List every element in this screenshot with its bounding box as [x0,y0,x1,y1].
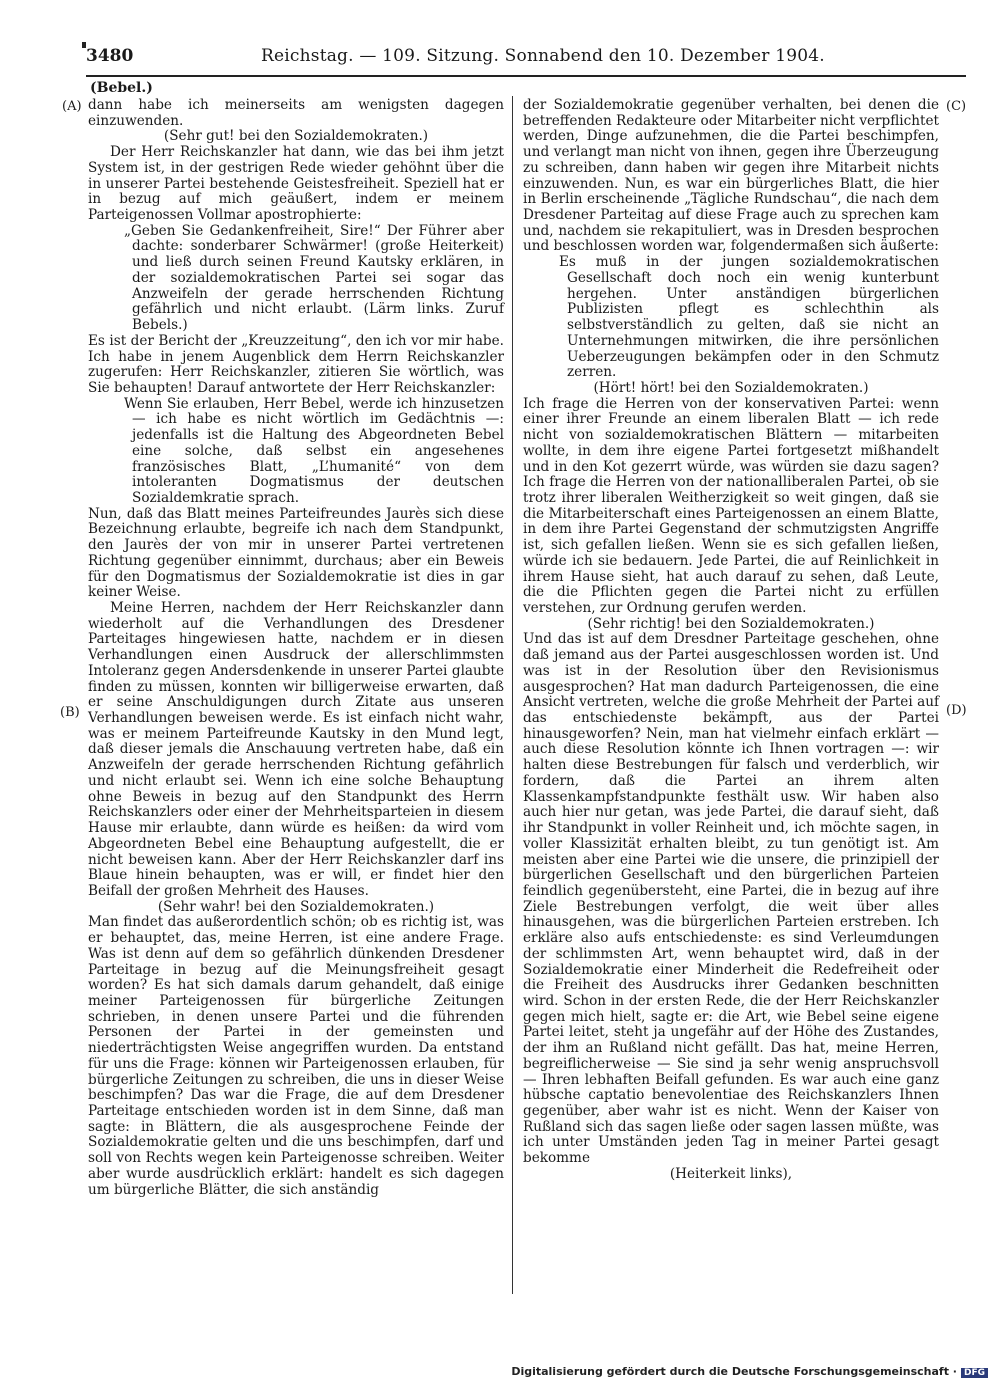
paragraph: (Sehr wahr! bei den Sozialdemokraten.) [157,898,435,915]
footer-credit [511,1365,988,1378]
margin-marker-d: (D) [946,703,967,718]
dfg-logo: DFG [961,1368,988,1378]
right-column [523,98,939,1183]
paragraph: (Heiterkeit links), [669,1165,793,1182]
paragraph: dann habe ich meinerseits am wenigsten dagegen einzuwenden. [88,97,504,129]
paragraph: Nun, daß das Blatt meines Parteifreundes Jaurès sich diese Bezeichnung erlaubte, begreife ich nach dem Standpunkt, den Jaurès der von mir in unserer Partei vertretenen Richtung gegenüber einnimmt, durchaus; aber ein Beweis für den Dogmatismus der Sozialdemokratie ist dies in gar keiner Weise. [88,505,504,601]
paragraph: Man findet das außerordentlich schön; ob es richtig ist, was er behauptet, das, meine Herren, ist eine andere Frage. Was ist denn auf dem so gefährlich dünkenden Dresdener Parteitage in bezug auf die Meinungsfreiheit gesagt worden? Es hat sich damals darum gehandelt, daß einige meiner Parteigenossen für bürgerliche Zeitungen schrieben, in denen unsere Partei und die führenden Personen der Partei in der gemeinsten und niederträchtigsten Weise angegriffen wurden. Da entstand für uns die Frage: können wir Parteigenossen erlauben, für bürgerliche Zeitungen zu schreiben, die uns in dieser Weise beschimpfen? Das war die Frage, die auf dem Dresdener Parteitage entschieden worden ist in dem Sinne, daß man sagte: in Blättern, die als ausgesprochene Feinde der Sozialdemokratie gelten und die uns beschimpfen, darf und soll von Rechts wegen kein Parteigenosse schreiben. Weiter aber wurde ausdrücklich erklärt: handelt es sich dagegen um bürgerliche Blätter, die sich anständig [88,914,504,1198]
paragraph: (Sehr richtig! bei den Sozialdemokraten.) [587,615,875,632]
paragraph: Und das ist auf dem Dresdner Parteitage geschehen, ohne daß jemand aus der Partei ausgeschlossen worden ist. Und was ist in der Resolution über den Revisionismus ausgesprochen? Hat man dadurch Parteigenossen, die eine Ansicht vertreten, welche die große Mehrheit der Partei auf das entschiedenste bekämpft, aus der Partei hinausgeworfen? Nein, man hat vielmehr einfach erklärt — auch diese Resolution könnte ich Ihnen vortragen —: wir halten diese Bestrebungen für falsch und verderblich, wir fordern, daß die Partei an ihrem alten Klassenkampfstandpunkte festhält usw. Wir haben also auch hier nur getan, was jede Partei, die darauf sieht, daß ihr Standpunkt in voller Reinheit und, ich möchte sagen, in voller Klassizität erhalten bleibt, zu tun genötigt ist. Am meisten aber eine Partei wie die unsere, die prinzipiell der bürgerlichen Gesellschaft und den bürgerlichen Parteien feindlich gegenübersteht, eine Partei, die in bezug auf ihre Ziele Bestrebungen verfolgt, die weit über alles hinausgehen, was die bürgerlichen Parteien erstreben. Ich erkläre also aufs entschiedenste: es sind Verleumdungen der schlimmsten Art, wenn behauptet wird, daß in der Sozialdemokratie einer Minderheit die Redefreiheit oder die Freiheit des Ausdrucks ihrer Gedanken beschnitten wird. Schon in der ersten Rede, die der Herr Reichskanzler gegen mich hielt, sagte er: die Art, wie Bebel seine eigene Partei leitet, steht ja ungefähr auf der Höhe des Zustandes, der ihm an Rußland nicht gefällt. Das hat, meine Herren, begreiflicherweise — Sie sind ja sehr wenig anspruchsvoll — Ihren lebhaften Beifall gefunden. Es war auch eine ganz hübsche captatio benevolentiae des Reichskanzlers Ihnen gegenüber, aber wahr ist es nicht. Wenn der Kaiser von Rußland sich das sagen ließe oder sagen lassen müßte, was ich unter Umständen jeden Tag in meiner Partei gesagt bekomme [523,631,939,1167]
paragraph: Meine Herren, nachdem der Herr Reichskanzler dann wiederholt auf die Verhandlungen des Dresdener Parteitages hingewiesen hatte, nachdem er in diesen Verhandlungen einen Ausdruck der allerschlimmsten Intoleranz gegen Andersdenkende in unserer Partei glaubte finden zu müssen, konnten wir billigerweise erwarten, daß er seine Anschuldigungen durch Zitate aus unseren Verhandlungen beweisen werde. Es ist einfach nicht wahr, was er meinem Parteifreunde Kautsky in den Mund legt, daß dieser jemals die Anschauung vertreten habe, daß ein Anzweifeln der gerade herrschenden Richtung gefährlich und nicht erlaubt sei. Wenn ich eine solche Behauptung ohne Beweis in bezug auf den Standpunkt des Herrn Reichskanzlers oder einer der Mehrheitsparteien in diesem Hause mir erlaubte, dann würde es heißen: da wird vom Abgeordneten Bebel eine Behauptung aufgestellt, die er nicht beweisen kann. Aber der Herr Reichskanzler darf ins Blaue hinein behaupten, was er will, er findet hier den Beifall der großen Mehrheit des Hauses. [88,600,504,899]
page-number: 3480 [86,46,134,66]
left-column [88,98,504,1198]
footer-text: Digitalisierung gefördert durch die Deutsche Forschungsgemeinschaft · [511,1365,957,1378]
paragraph: (Sehr gut! bei den Sozialdemokraten.) [163,128,429,145]
paragraph: Der Herr Reichskanzler hat dann, wie das bei ihm jetzt System ist, in der gestrigen Rede wieder gehöhnt über die in unserer Partei bestehende Geistesfreiheit. Speziell hat er in bezug auf mich geäußert, indem er meinem Parteigenossen Vollmar apostrophierte: [88,144,504,224]
paragraph: Wenn Sie erlauben, Herr Bebel, werde ich hinzusetzen — ich habe es nicht wörtlich im Gedächtnis —: jedenfalls ist die Haltung des Abgeordneten Bebel eine solche, daß selbst ein angesehenes französisches Blatt, „L’humanité“ von dem intoleranten Dogmatismus der deutschen Sozialdemkratie sprach. [124,395,504,506]
margin-marker-a: (A) [62,99,82,114]
margin-marker-b: (B) [60,705,80,720]
paragraph: Ich frage die Herren von der konservativen Partei: wenn einer ihrer Freunde an einem liberalen Blatt — ich rede nicht von sozialdemokratischen Blättern — mitarbeiten wollte, in dem ihre eigene Partei fortgesetzt mißhandelt und in den Kot gezerrt würde, was würden sie dazu sagen? Ich frage die Herren von der nationalliberalen Partei, ob sie trotz ihrer liberalen Weitherzigkeit so weit gingen, daß sie die Mitarbeiterschaft eines Parteigenossen an einem Blatte, in dem ihre Partei Gegenstand der schmutzigsten Angriffe ist, sich gefallen ließen. Wenn sie es sich gefallen ließen, würde ich sie bedauern. Jede Partei, die auf Reinlichkeit in ihrem Hause sieht, hat auch darauf zu sehen, daß Leute, die die Pflichten gegen die Partei nicht zu erfüllen verstehen, zur Ordnung gerufen werden. [523,395,939,616]
paragraph: „Geben Sie Gedankenfreiheit, Sire!“ Der Führer aber dachte: sonderbarer Schwärmer! (große Heiterkeit) und ließ durch seinen Freund Kautsky erklären, in der sozialdemokratischen Partei sei sogar das Anzweifeln der gerade herrschenden Richtung gefährlich und nicht erlaubt. (Lärm links. Zuruf Bebels.) [124,222,504,334]
running-title: Reichstag. — 109. Sitzung. Sonnabend den 10. Dezember 1904. [261,46,825,66]
page-header [86,46,966,76]
column-divider [512,96,513,1294]
paragraph: Es muß in der jungen sozialdemokratischen Gesellschaft doch noch ein wenig kunterbunt hergehen. Unter anständigen bürgerlichen Publizisten pflegt es schlechthin als selbstverständlich zu gelten, daß sie nicht an Unternehmungen mitwirken, die ihre persönlichen Ueberzeugungen bekämpfen oder in den Schmutz zerren. [559,254,939,381]
speaker-label: (Bebel.) [90,80,153,96]
paragraph: (Hört! hört! bei den Sozialdemokraten.) [593,379,869,396]
header-rule [86,75,966,77]
paragraph: der Sozialdemokratie gegenüber verhalten, bei denen die betreffenden Redakteure oder Mitarbeiter nicht verpflichtet werden, Dinge aufzunehmen, die die Partei beschimpfen, und verlangt man nicht von ihnen, gegen ihre Überzeugung zu schreiben, dann haben wir gegen ihre Mitarbeit nichts einzuwenden. Nun, es war ein bürgerliches Blatt, die hier in Berlin erscheinende „Tägliche Rundschau“, die nach dem Dresdener Parteitag auf diese Frage auch zu sprechen kam und, nachdem sie rekapituliert, was in Dresden besprochen und beschlossen worden war, folgendermaßen sich äußerte: [523,97,939,255]
margin-marker-c: (C) [946,99,967,114]
paragraph: Es ist der Bericht der „Kreuzzeitung“, den ich vor mir habe. Ich habe in jenem Augenblick dem Herrn Reichskanzler zugerufen: Herr Reichskanzler, zitieren Sie wörtlich, was Sie behaupten! Darauf antwortete der Herr Reichskanzler: [88,332,504,396]
